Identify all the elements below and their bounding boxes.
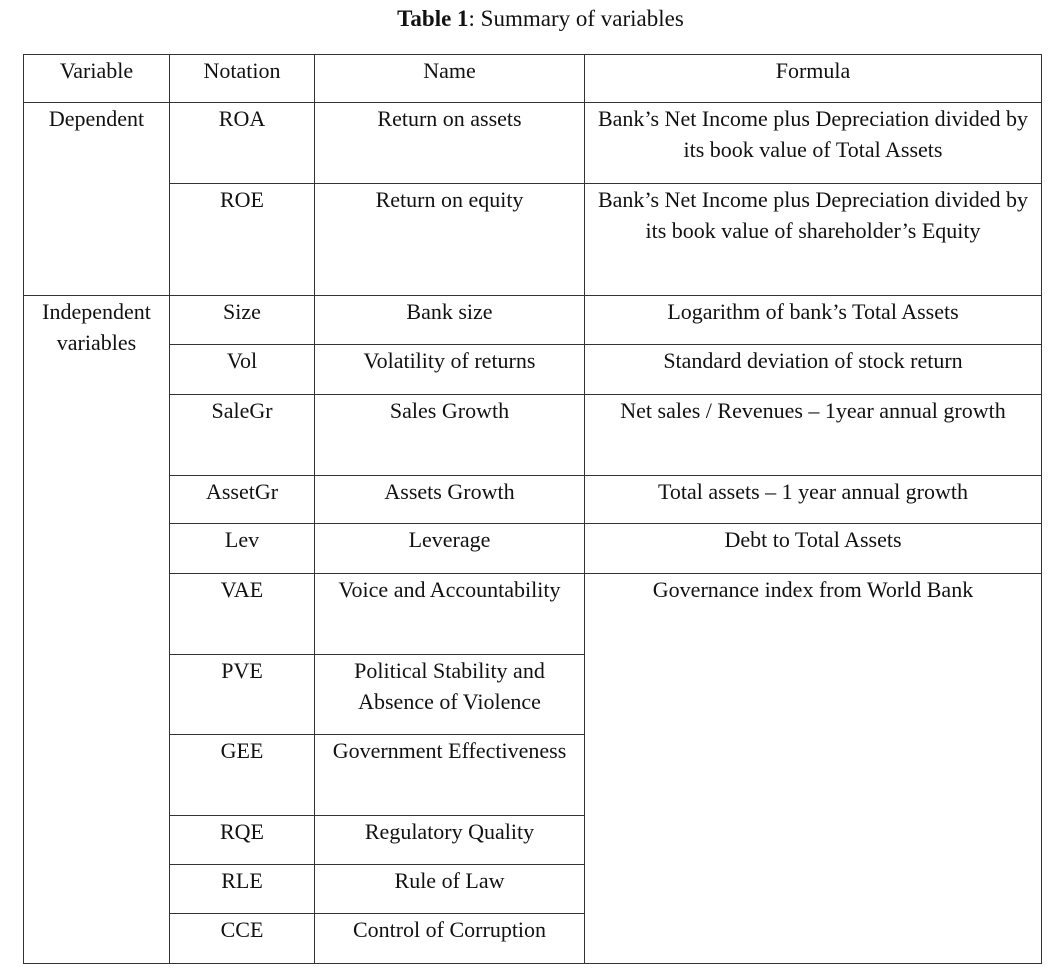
name-cell: Regulatory Quality xyxy=(315,816,585,865)
group-independent: Independent variables xyxy=(24,296,170,964)
name-cell: Bank size xyxy=(315,296,585,345)
formula-cell: Bank’s Net Income plus Depreciation divided by its book value of Total Assets xyxy=(585,103,1042,184)
notation-cell: Vol xyxy=(170,345,315,395)
name-cell: Leverage xyxy=(315,524,585,574)
notation-cell: AssetGr xyxy=(170,476,315,524)
notation-cell: ROA xyxy=(170,103,315,184)
table-row xyxy=(24,345,1042,395)
table-caption xyxy=(0,4,1048,34)
notation-cell: VAE xyxy=(170,574,315,655)
name-cell: Volatility of returns xyxy=(315,345,585,395)
formula-cell: Standard deviation of stock return xyxy=(585,345,1042,395)
header-notation: Notation xyxy=(170,55,315,103)
notation-cell: PVE xyxy=(170,655,315,735)
table-caption-label: Table 1 xyxy=(397,6,469,31)
notation-cell: CCE xyxy=(170,914,315,964)
name-cell: Assets Growth xyxy=(315,476,585,524)
name-cell: Government Effectiveness xyxy=(315,735,585,816)
notation-cell: GEE xyxy=(170,735,315,816)
notation-cell: Size xyxy=(170,296,315,345)
header-name: Name xyxy=(315,55,585,103)
notation-cell: RLE xyxy=(170,865,315,914)
header-variable: Variable xyxy=(24,55,170,103)
table-row xyxy=(24,103,1042,184)
table-row xyxy=(24,184,1042,296)
name-cell: Return on assets xyxy=(315,103,585,184)
notation-cell: RQE xyxy=(170,816,315,865)
name-cell: Voice and Accountability xyxy=(315,574,585,655)
formula-cell: Debt to Total Assets xyxy=(585,524,1042,574)
name-cell: Return on equity xyxy=(315,184,585,296)
notation-cell: Lev xyxy=(170,524,315,574)
group-dependent: Dependent xyxy=(24,103,170,296)
table-row xyxy=(24,574,1042,655)
name-cell: Sales Growth xyxy=(315,395,585,476)
table-caption-text: : Summary of variables xyxy=(468,6,684,31)
formula-cell: Total assets – 1 year annual growth xyxy=(585,476,1042,524)
table-row xyxy=(24,296,1042,345)
formula-cell-governance: Governance index from World Bank xyxy=(585,574,1042,964)
name-cell: Rule of Law xyxy=(315,865,585,914)
header-row xyxy=(24,55,1042,103)
header-formula: Formula xyxy=(585,55,1042,103)
formula-cell: Logarithm of bank’s Total Assets xyxy=(585,296,1042,345)
notation-cell: ROE xyxy=(170,184,315,296)
table-row xyxy=(24,395,1042,476)
formula-cell: Bank’s Net Income plus Depreciation divided by its book value of shareholder’s Equity xyxy=(585,184,1042,296)
table-row xyxy=(24,476,1042,524)
table-row xyxy=(24,524,1042,574)
notation-cell: SaleGr xyxy=(170,395,315,476)
formula-cell: Net sales / Revenues – 1year annual growth xyxy=(585,395,1042,476)
name-cell: Control of Corruption xyxy=(315,914,585,964)
variables-table xyxy=(23,54,1042,964)
name-cell: Political Stability and Absence of Violence xyxy=(315,655,585,735)
